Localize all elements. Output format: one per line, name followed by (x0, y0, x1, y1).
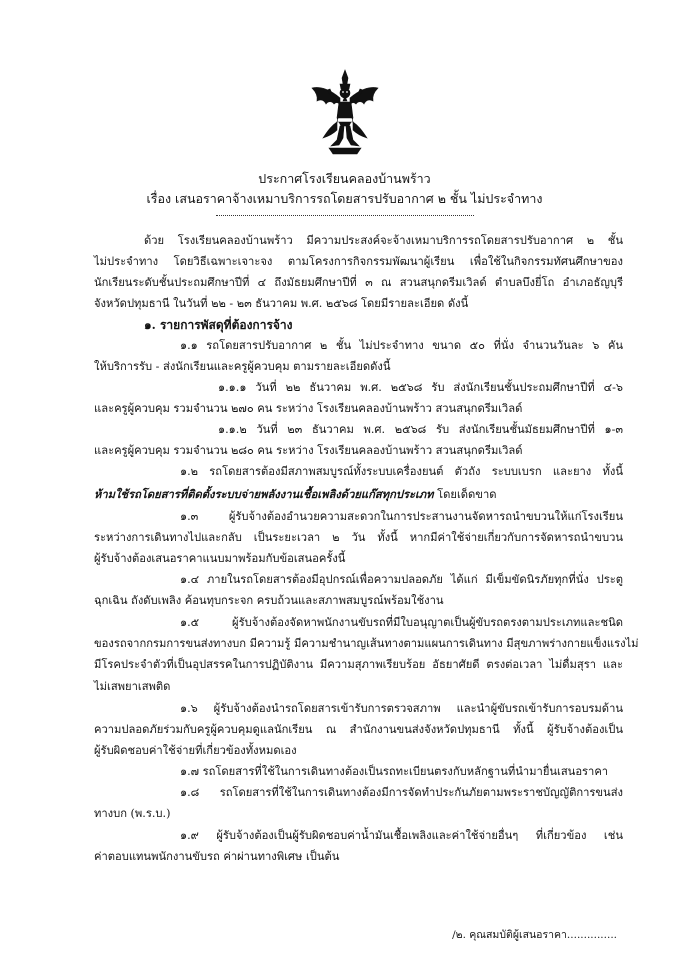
intro-line-4: จังหวัดปทุมธานี ในวันที่ ๒๒ - ๒๓ ธันวาคม พ.ศ. ๒๕๖๘ โดยมีรายละเอียด ดังนี้ (94, 297, 469, 310)
item-1-8-line-1: ๑.๘ รถโดยสารที่ใช้ในการเดินทางต้องมีการจัดทำประกันภัยตามพระราชบัญญัติการขนส่ง (180, 786, 623, 799)
item-1-6-line-1: ๑.๖ ผู้รับจ้างต้องนำรถโดยสารเข้ารับการตรวจสภาพ และนำผู้ขับรถเข้ารับการอบรมด้าน (180, 702, 623, 715)
item-1-1-line-1: ๑.๑ รถโดยสารปรับอากาศ ๒ ชั้น ไม่ประจำทาง ขนาด ๕๐ ที่นั่ง จำนวนวันละ ๖ คัน (180, 339, 623, 352)
item-1-3-line-1: ๑.๓ ผู้รับจ้างต้องอำนวยความสะดวกในการประสานงานจัดหารถนำขบวนให้แก่โรงเรียน (180, 510, 623, 523)
document-subject: เรื่อง เสนอราคาจ้างเหมาบริการรถโดยสารปรับอากาศ ๒ ชั้น ไม่ประจำทาง (146, 191, 543, 206)
item-1-5-line-2: ของรถจากกรมการขนส่งทางบก มีความรู้ มีความชำนาญเส้นทางตามแผนการเดินทาง มีสุขภาพร่างกายแข็งแรงไม่ (94, 637, 639, 650)
title-separator (216, 215, 474, 216)
item-1-1-2-line-1: ๑.๑.๒ วันที่ ๒๓ ธันวาคม พ.ศ. ๒๕๖๘ รับ ส่งนักเรียนชั้นมัธยมศึกษาปีที่ ๑-๓ (218, 423, 623, 436)
item-1-5-line-3: มีโรคประจำตัวที่เป็นอุปสรรคในการปฏิบัติงาน มีความสุภาพเรียบร้อย อัธยาศัยดี ตรงต่อเวลา ไม่ดื่มสุรา และ (94, 658, 623, 671)
section-heading: ๑. รายการพัสดุที่ต้องการจ้าง (144, 318, 293, 332)
item-1-2-line-2 (94, 487, 497, 502)
gas-prohibition-rest: โดยเด็ดขาด (433, 488, 497, 501)
item-1-3-line-3: ผู้รับจ้างต้องเสนอราคาแนบมาพร้อมกับข้อเสนอครั้งนี้ (94, 552, 346, 565)
document-title: ประกาศโรงเรียนคลองบ้านพร้าว (258, 171, 431, 186)
intro-line-1: ด้วย โรงเรียนคลองบ้านพร้าว มีความประสงค์จะจ้างเหมาบริการรถโดยสารปรับอากาศ ๒ ชั้น (144, 234, 623, 247)
item-1-7: ๑.๗ รถโดยสารที่ใช้ในการเดินทางต้องเป็นรถทะเบียนตรงกับหลักฐานที่นำมายื่นเสนอราคา (180, 765, 609, 778)
continuation-note: /๒. คุณสมบัติผู้เสนอราคา............... (452, 929, 617, 941)
item-1-9-line-2: ค่าตอบแทนพนักงานขับรถ ค่าผ่านทางพิเศษ เป็นต้น (94, 850, 340, 863)
garuda-emblem-icon (309, 68, 381, 156)
gas-prohibition-emphasis: ห้ามใช้รถโดยสารที่ติดตั้งระบบจ่ายพลังงานเชื้อเพลิงด้วยแก๊สทุกประเภท (94, 487, 434, 501)
item-1-1-1-line-1: ๑.๑.๑ วันที่ ๒๒ ธันวาคม พ.ศ. ๒๕๖๘ รับ ส่งนักเรียนชั้นประถมศึกษาปีที่ ๔-๖ (218, 381, 623, 394)
item-1-5-line-1: ๑.๕ ผู้รับจ้างต้องจัดหาพนักงานขับรถที่มีใบอนุญาตเป็นผู้ขับรถตรงตามประเภทและชนิด (180, 616, 623, 629)
item-1-4-line-2: ฉุกเฉิน ถังดับเพลิง ค้อนทุบกระจก ครบถ้วนและสภาพสมบูรณ์พร้อมใช้งาน (94, 594, 444, 607)
item-1-6-line-2: ความปลอดภัยร่วมกับครูผู้ควบคุมดูแลนักเรียน ณ สำนักงานขนส่งจังหวัดปทุมธานี ทั้งนี้ ผู้รับจ้างต้องเป็น (94, 723, 623, 736)
intro-line-2: ไม่ประจำทาง โดยวิธีเฉพาะเจาะจง ตามโครงการกิจกรรมพัฒนาผู้เรียน เพื่อใช้ในกิจกรรมทัศนศึกษาของ (94, 255, 623, 268)
item-1-1-line-2: ให้บริการรับ - ส่งนักเรียนและครูผู้ควบคุม ตามรายละเอียดดังนี้ (94, 360, 391, 373)
item-1-3-line-2: ระหว่างการเดินทางไปและกลับ เป็นระยะเวลา ๒ วัน ทั้งนี้ หากมีค่าใช้จ่ายเกี่ยวกับการจัดหารถนำขบวน (94, 531, 623, 544)
item-1-4-line-1: ๑.๔ ภายในรถโดยสารต้องมีอุปกรณ์เพื่อความปลอดภัย ได้แก่ มีเข็มขัดนิรภัยทุกที่นั่ง ประตู (180, 573, 623, 586)
item-1-9-line-1: ๑.๙ ผู้รับจ้างต้องเป็นผู้รับผิดชอบค่าน้ำมันเชื้อเพลิงและค่าใช้จ่ายอื่นๆ ที่เกี่ยวข้อง เช่น (180, 829, 623, 842)
item-1-2-line-1: ๑.๒ รถโดยสารต้องมีสภาพสมบูรณ์ทั้งระบบเครื่องยนต์ ตัวถัง ระบบเบรก และยาง ทั้งนี้ (180, 465, 623, 478)
item-1-1-2-line-2: และครูผู้ควบคุม รวมจำนวน ๒๘๐ คน ระหว่าง โรงเรียนคลองบ้านพร้าว สวนสนุกดรีมเวิลด์ (94, 444, 523, 457)
item-1-1-1-line-2: และครูผู้ควบคุม รวมจำนวน ๒๗๐ คน ระหว่าง โรงเรียนคลองบ้านพร้าว สวนสนุกดรีมเวิลด์ (94, 402, 523, 415)
item-1-6-line-3: ผู้รับผิดชอบค่าใช้จ่ายที่เกี่ยวข้องทั้งหมดเอง (94, 744, 297, 757)
item-1-8-line-2: ทางบก (พ.ร.บ.) (94, 807, 171, 820)
item-1-5-line-4: ไม่เสพยาเสพติด (94, 680, 171, 693)
intro-line-3: นักเรียนระดับชั้นประถมศึกษาปีที่ ๔ ถึงมัธยมศึกษาปีที่ ๓ ณ สวนสนุกดรีมเวิลด์ ตำบลบึงยี่โถ อำเภอธัญบุรี (94, 276, 623, 289)
